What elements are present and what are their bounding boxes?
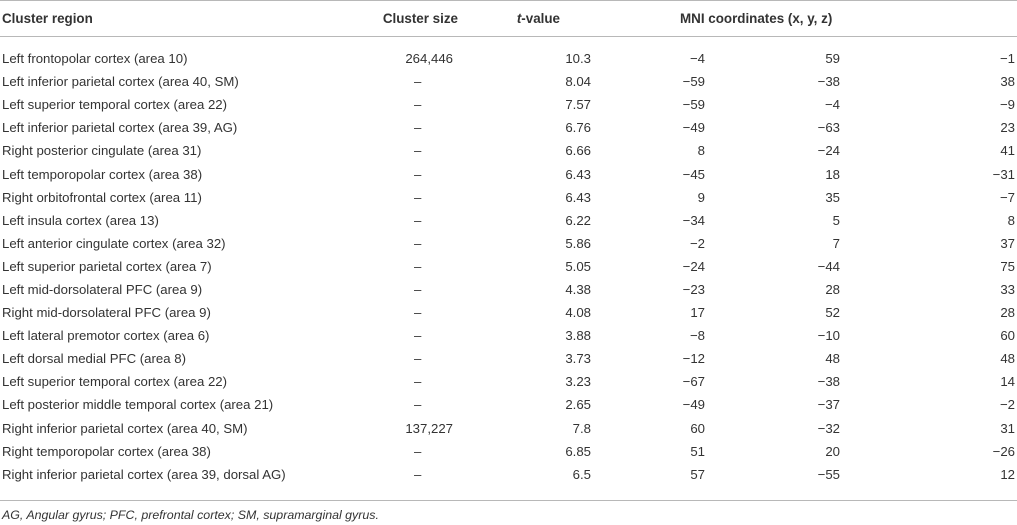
header-t-value [464,1,604,37]
cell-mni-x: 51 [690,443,705,459]
cell-mni-x: 17 [690,305,705,321]
cell-t-value: 6.5 [572,466,591,482]
cell-cluster-region: Right temporopolar cortex (area 38) [2,443,211,459]
cell-mni-z: −1 [999,51,1015,67]
cell-cluster-size: – [414,74,422,90]
cell-cluster-region: Right orbitofrontal cortex (area 11) [2,189,202,205]
table-body [0,37,1017,486]
cell-mni-z: −9 [999,97,1015,113]
cell-t-value: 8.04 [565,74,591,90]
cell-cluster-region: Left inferior parietal cortex (area 39, AG) [2,120,238,136]
table-row [0,347,1017,370]
cell-mni-z: −7 [999,189,1015,205]
cell-cluster-size: – [414,189,422,205]
table-row [0,255,1017,278]
header-t-rest: -value [521,11,560,26]
cell-mni-y: 28 [825,281,840,297]
cell-mni-z: 23 [1000,120,1015,136]
cell-cluster-size: – [414,281,422,297]
cell-mni-x: −24 [682,258,705,274]
cell-cluster-size: 137,227 [405,420,453,436]
cell-mni-y: −38 [817,74,840,90]
cell-mni-x: 60 [690,420,705,436]
cell-t-value: 3.23 [565,374,591,390]
cell-t-value: 4.08 [565,305,591,321]
cell-cluster-size: – [414,351,422,367]
cell-t-value: 3.73 [565,351,591,367]
cell-mni-x: −34 [682,212,705,228]
cell-mni-y: 20 [825,443,840,459]
cell-mni-x: 9 [697,189,705,205]
cell-mni-x: −12 [682,351,705,367]
cell-mni-z: 37 [1000,235,1015,251]
table-bottom-rule [0,500,1017,501]
cell-cluster-size: – [414,120,422,136]
cell-t-value: 6.43 [565,189,591,205]
cell-mni-y: 18 [825,166,840,182]
cell-cluster-region: Left superior temporal cortex (area 22) [2,97,228,113]
cell-cluster-region: Left superior parietal cortex (area 7) [2,258,212,274]
cell-cluster-size: – [414,166,422,182]
cell-cluster-region: Left temporopolar cortex (area 38) [2,166,203,182]
cell-mni-y: 52 [825,305,840,321]
cell-cluster-size: – [414,466,422,482]
table-footnote: AG, Angular gyrus; PFC, prefrontal cortex; SM, supramarginal gyrus. [2,508,379,522]
cell-mni-y: −10 [817,328,840,344]
cell-cluster-size: – [414,258,422,274]
table-row [0,70,1017,93]
cell-cluster-size: – [414,212,422,228]
cell-t-value: 6.43 [565,166,591,182]
cell-mni-x: −59 [682,97,705,113]
cell-mni-z: 31 [1000,420,1015,436]
cell-t-value: 5.86 [565,235,591,251]
cell-cluster-size: 264,446 [405,51,453,67]
cell-mni-y: −37 [817,397,840,413]
cell-t-value: 6.85 [565,443,591,459]
cell-mni-z: 28 [1000,305,1015,321]
cell-mni-z: −2 [999,397,1015,413]
cell-t-value: 3.88 [565,328,591,344]
cell-cluster-region: Left posterior middle temporal cortex (area 21) [2,397,274,413]
header-t-italic: t [516,11,522,26]
table-row [0,393,1017,416]
cell-cluster-region: Left mid-dorsolateral PFC (area 9) [2,281,203,297]
cell-t-value: 10.3 [565,51,591,67]
cell-mni-x: −49 [682,397,705,413]
cell-cluster-region: Right inferior parietal cortex (area 39, dorsal AG) [2,466,286,482]
cell-t-value: 7.57 [565,97,591,113]
cell-t-value: 5.05 [565,258,591,274]
table-row [0,440,1017,463]
table-row [0,209,1017,232]
cell-mni-x: −2 [689,235,705,251]
cell-mni-y: 35 [825,189,840,205]
cell-mni-y: 5 [832,212,840,228]
cell-mni-y: −24 [817,143,840,159]
cell-cluster-size: – [414,374,422,390]
cell-mni-y: −32 [817,420,840,436]
cell-t-value: 6.22 [565,212,591,228]
table-row [0,463,1017,486]
cell-cluster-region: Left superior temporal cortex (area 22) [2,374,228,390]
cell-cluster-size: – [414,397,422,413]
table-row [0,324,1017,347]
cell-cluster-size: – [414,143,422,159]
cell-mni-x: −8 [689,328,705,344]
cell-mni-y: 59 [825,51,840,67]
table-row [0,301,1017,324]
cell-cluster-size: – [414,97,422,113]
cell-mni-y: −44 [817,258,840,274]
cell-cluster-region: Left dorsal medial PFC (area 8) [2,351,186,367]
table-row [0,37,1017,71]
cell-cluster-size: – [414,235,422,251]
header-row [0,1,1017,37]
cell-cluster-size: – [414,305,422,321]
cell-mni-z: 38 [1000,74,1015,90]
cell-mni-y: −4 [824,97,840,113]
cell-cluster-region: Right inferior parietal cortex (area 40, SM) [2,420,248,436]
cell-cluster-region: Right mid-dorsolateral PFC (area 9) [2,305,211,321]
cell-mni-y: 48 [825,351,840,367]
cell-mni-x: −67 [682,374,705,390]
cell-mni-y: −38 [817,374,840,390]
table-row [0,417,1017,440]
cell-mni-y: −55 [817,466,840,482]
cell-mni-z: 41 [1000,143,1015,159]
header-mni-coordinates: MNI coordinates (x, y, z) [680,11,833,26]
table-row [0,232,1017,255]
table-header [0,1,1017,37]
table-row [0,186,1017,209]
cell-t-value: 7.8 [572,420,591,436]
cell-mni-x: −23 [682,281,705,297]
table-row [0,278,1017,301]
header-cluster-region: Cluster region [2,11,93,26]
table-row [0,370,1017,393]
cell-mni-z: 75 [1000,258,1015,274]
cell-mni-y: 7 [832,235,840,251]
cell-cluster-region: Left insula cortex (area 13) [2,212,159,228]
cell-mni-z: 33 [1000,281,1015,297]
cell-mni-x: −4 [689,51,705,67]
cell-t-value: 6.76 [565,120,591,136]
cell-mni-z: 12 [1000,466,1015,482]
table-row [0,139,1017,162]
cell-cluster-region: Left lateral premotor cortex (area 6) [2,328,210,344]
cell-cluster-size: – [414,443,422,459]
cell-t-value: 6.66 [565,143,591,159]
cell-cluster-region: Left frontopolar cortex (area 10) [2,51,188,67]
cell-mni-z: 60 [1000,328,1015,344]
cell-cluster-region: Right posterior cingulate (area 31) [2,143,202,159]
cell-mni-z: 14 [1000,374,1015,390]
cell-mni-z: −26 [992,443,1015,459]
cell-mni-z: 8 [1007,212,1015,228]
cell-mni-y: −63 [817,120,840,136]
table-row [0,93,1017,116]
header-cluster-size: Cluster size [382,11,458,26]
cell-mni-x: 8 [697,143,705,159]
cell-mni-x: −45 [682,166,705,182]
table-row [0,162,1017,185]
cell-mni-x: 57 [690,466,705,482]
cell-mni-z: 48 [1000,351,1015,367]
cell-mni-x: −49 [682,120,705,136]
cell-t-value: 2.65 [565,397,591,413]
cell-cluster-region: Left inferior parietal cortex (area 40, SM) [2,74,239,90]
cell-t-value: 4.38 [565,281,591,297]
cell-cluster-size: – [414,328,422,344]
cell-mni-z: −31 [992,166,1015,182]
table-row [0,116,1017,139]
cell-cluster-region: Left anterior cingulate cortex (area 32) [2,235,226,251]
cell-mni-x: −59 [682,74,705,90]
